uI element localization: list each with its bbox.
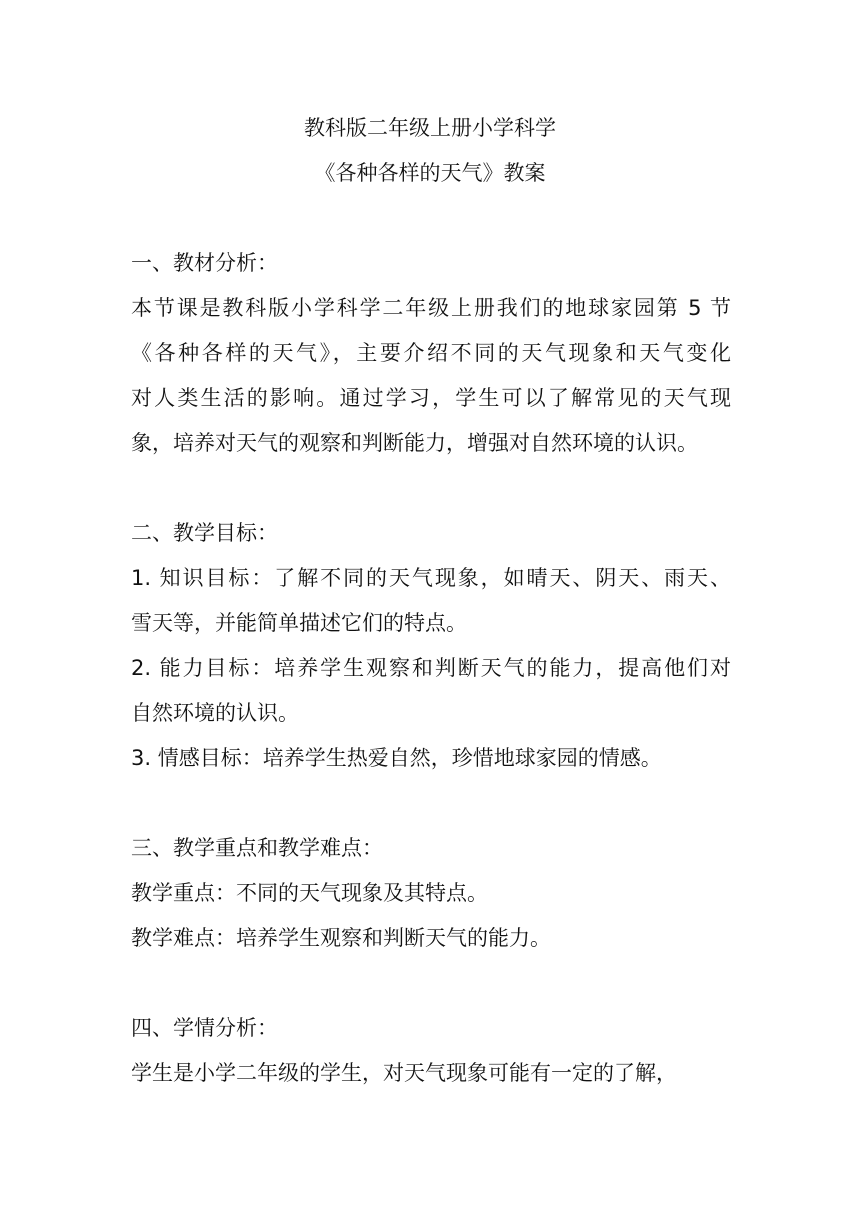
list-item-continuation: 雪天等，并能简单描述它们的特点。: [131, 611, 467, 635]
list-item: 2. 能力目标：培养学生观察和判断天气的能力，提高他们对: [131, 656, 731, 680]
paragraph-line: 本节课是教科版小学科学二年级上册我们的地球家园第 5 节: [131, 296, 731, 320]
section-heading-key-points: 三、教学重点和教学难点：: [131, 836, 383, 860]
document-title-line-2: 《各种各样的天气》教案: [314, 161, 546, 185]
paragraph-line: 对人类生活的影响。通过学习，学生可以了解常见的天气现: [131, 386, 731, 410]
paragraph-line: 教学重点：不同的天气现象及其特点。: [131, 881, 488, 905]
section-heading-analysis: 一、教材分析：: [131, 251, 278, 275]
list-item: 3. 情感目标：培养学生热爱自然，珍惜地球家园的情感。: [131, 746, 662, 770]
section-heading-objectives: 二、教学目标：: [131, 521, 278, 545]
paragraph-line: 象，培养对天气的观察和判断能力，增强对自然环境的认识。: [131, 431, 698, 455]
list-item: 1. 知识目标：了解不同的天气现象，如晴天、阴天、雨天、: [131, 566, 731, 590]
paragraph-line: 学生是小学二年级的学生，对天气现象可能有一定的了解，: [131, 1061, 677, 1085]
section-heading-student-analysis: 四、学情分析：: [131, 1016, 278, 1040]
paragraph-line: 教学难点：培养学生观察和判断天气的能力。: [131, 926, 551, 950]
paragraph-line: 《各种各样的天气》，主要介绍不同的天气现象和天气变化: [131, 341, 731, 365]
document-title-line-1: 教科版二年级上册小学科学: [304, 116, 556, 140]
list-item-continuation: 自然环境的认识。: [131, 701, 299, 725]
